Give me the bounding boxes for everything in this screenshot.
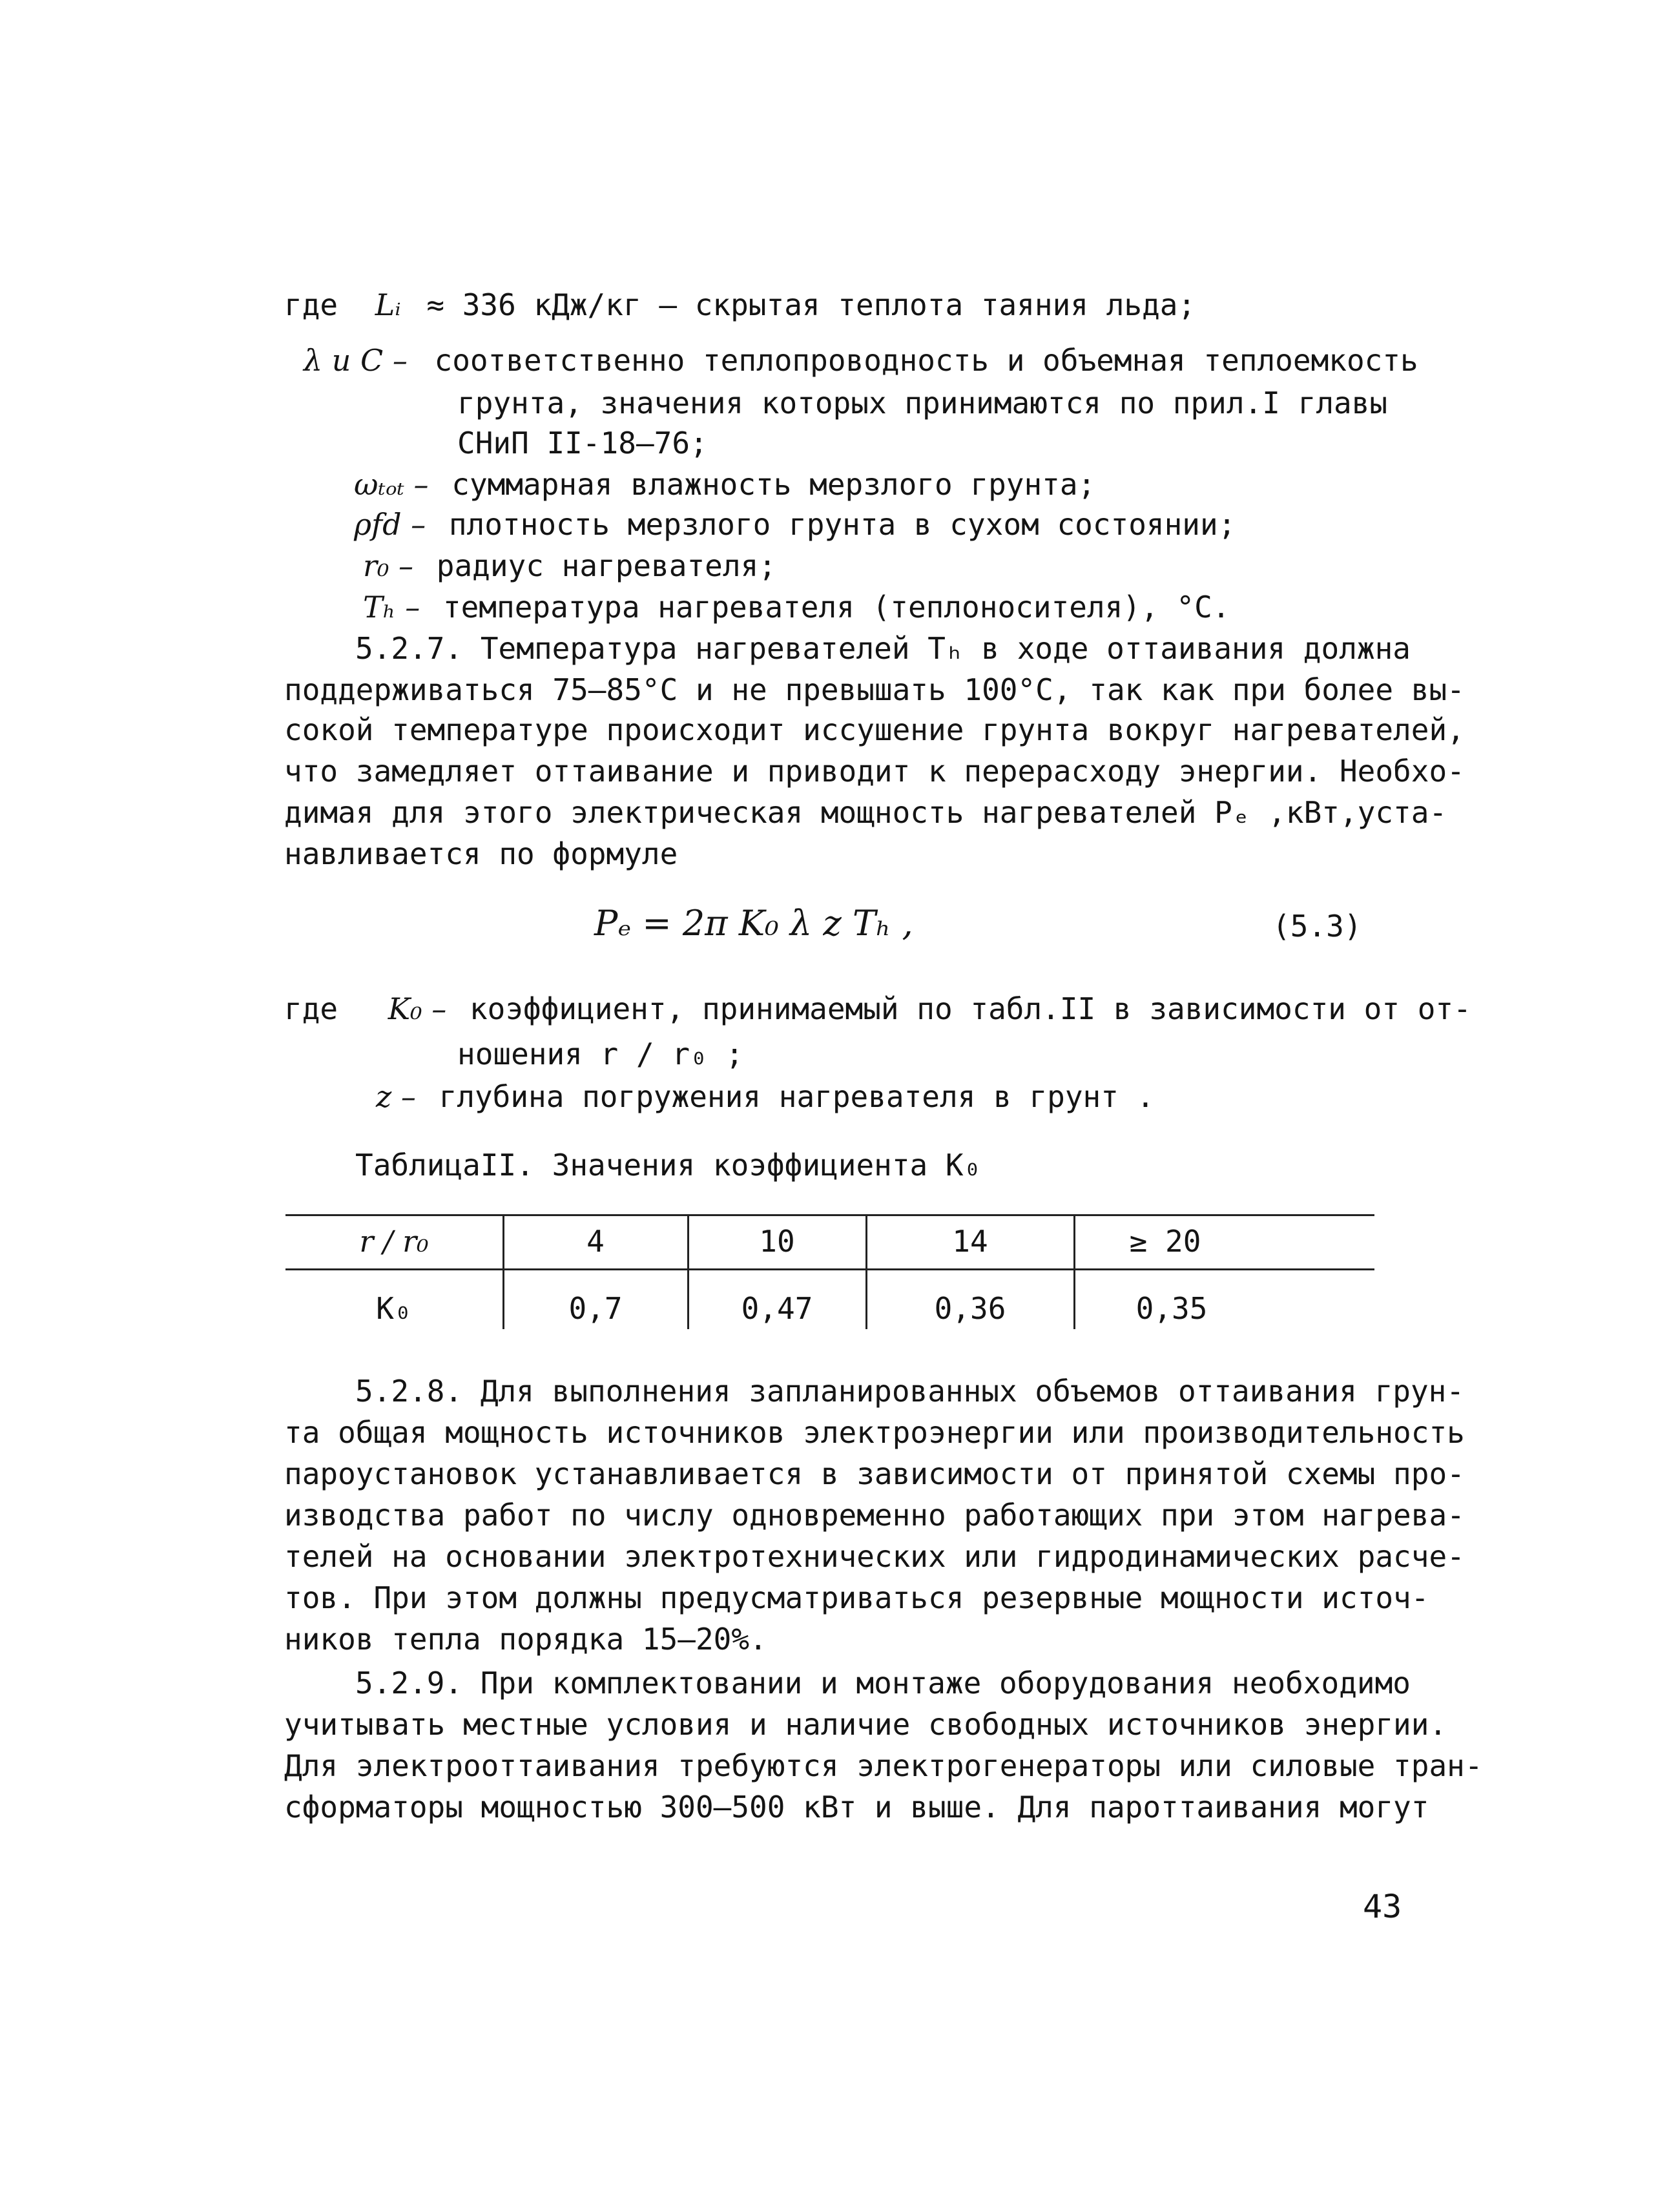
- definition-line-5: [354, 464, 1095, 505]
- paragraph-529-line-3: Для электрооттаивания требуются электрогенераторы или силовые тран-: [284, 1748, 1483, 1783]
- paragraph-528-line-2: та общая мощность источников электроэнергии или производительность: [284, 1415, 1465, 1450]
- table-row-cell: 0,36: [934, 1291, 1006, 1326]
- definition-line-8: [363, 586, 1230, 628]
- symbol-th: Tₕ –: [363, 590, 420, 625]
- table-header-cell: 10: [759, 1224, 795, 1259]
- symbol-k0: K₀ –: [388, 991, 447, 1026]
- table-top-rule: [285, 1214, 1374, 1216]
- table-row-cell: 0,35: [1135, 1291, 1208, 1326]
- table-row-cell: 0,47: [741, 1291, 813, 1326]
- paragraph-528-line-6: тов. При этом должны предусматриваться резервные мощности источ-: [284, 1580, 1429, 1615]
- definition-text: суммарная влажность мерзлого грунта;: [451, 467, 1096, 502]
- definition-line-4: СНиП II-18–76;: [457, 426, 708, 460]
- definition-line-2: [304, 340, 1418, 381]
- definition-line-6: [354, 504, 1236, 545]
- definition-text: плотность мерзлого грунта в сухом состоянии;: [448, 507, 1236, 542]
- definition-text: температура нагревателя (теплоносителя), °С.: [442, 590, 1230, 625]
- symbol-lambda-c: λ и С –: [304, 343, 408, 378]
- symbol-r0: r₀ –: [363, 548, 414, 583]
- symbol-omega-tot: ωₜₒₜ –: [354, 467, 429, 502]
- where-line-3: [376, 1076, 1154, 1117]
- table-caption: ТаблицаII. Значения коэффициента K₀: [355, 1148, 982, 1183]
- paragraph-529-line-1: 5.2.9. При комплектовании и монтаже оборудования необходимо: [355, 1666, 1411, 1700]
- word-gde: где: [284, 991, 338, 1026]
- paragraph-529-line-4: сформаторы мощностью 300–500 кВт и выше. Для пароттаивания могут: [284, 1790, 1429, 1824]
- paragraph-527-line-2: поддерживаться 75–85°С и не превышать 100°С, так как при более вы-: [284, 672, 1465, 707]
- where-text: глубина погружения нагревателя в грунт .: [439, 1079, 1155, 1114]
- formula-5-3: Pₑ = 2π K₀ λ z Tₕ ,: [594, 903, 913, 944]
- where-text: коэффициент, принимаемый по табл.II в зависимости от от-: [469, 991, 1471, 1026]
- definition-line-3: грунта, значения которых принимаются по прил.I главы: [457, 386, 1388, 420]
- definition-line-1: [284, 284, 1196, 326]
- table-row-cell: 0,7: [568, 1291, 623, 1326]
- table-header-cell: r / r₀: [359, 1224, 429, 1259]
- word-gde: где: [284, 287, 338, 322]
- table-middle-rule: [285, 1268, 1374, 1270]
- paragraph-527-line-4: что замедляет оттаивание и приводит к перерасходу энергии. Необхо-: [284, 754, 1465, 789]
- table-header-cell: 4: [586, 1224, 605, 1259]
- symbol-z: z –: [376, 1079, 416, 1114]
- page-number: 43: [1363, 1888, 1402, 1925]
- where-line-1: [284, 988, 1471, 1029]
- where-line-2: ношения r / r₀ ;: [457, 1037, 744, 1071]
- paragraph-528-line-3: пароустановок устанавливается в зависимости от принятой схемы про-: [284, 1456, 1465, 1491]
- symbol-rho-fd: ρfd –: [354, 507, 426, 542]
- symbol-li: Lᵢ: [375, 287, 401, 322]
- definition-text: соответственно теплопроводность и объемная теплоемкость: [434, 343, 1418, 378]
- paragraph-527-line-1: 5.2.7. Температура нагревателей Tₕ в ходе оттаивания должна: [355, 631, 1411, 666]
- definition-text: ≈ 336 кДж/кг – скрытая теплота таяния льда;: [426, 287, 1196, 322]
- paragraph-528-line-7: ников тепла порядка 15–20%.: [284, 1622, 767, 1657]
- table-header-cell: ≥ 20: [1129, 1224, 1201, 1259]
- paragraph-527-line-6: навливается по формуле: [284, 836, 678, 871]
- definition-text: радиус нагревателя;: [436, 548, 776, 583]
- formula-number: (5.3): [1272, 909, 1362, 944]
- definition-line-7: [363, 545, 776, 586]
- paragraph-529-line-2: учитывать местные условия и наличие свободных источников энергии.: [284, 1707, 1447, 1742]
- table-header-cell: 14: [952, 1224, 988, 1259]
- table-row-cell: K₀: [376, 1291, 412, 1326]
- paragraph-527-line-5: димая для этого электрическая мощность нагревателей Pₑ ,кВт,уста-: [284, 795, 1447, 830]
- paragraph-528-line-4: изводства работ по числу одновременно работающих при этом нагрева-: [284, 1498, 1465, 1533]
- paragraph-528-line-1: 5.2.8. Для выполнения запланированных объемов оттаивания грун-: [355, 1374, 1465, 1409]
- paragraph-527-line-3: сокой температуре происходит иссушение грунта вокруг нагревателей,: [284, 712, 1465, 747]
- paragraph-528-line-5: телей на основании электротехнических или гидродинамических расче-: [284, 1539, 1465, 1574]
